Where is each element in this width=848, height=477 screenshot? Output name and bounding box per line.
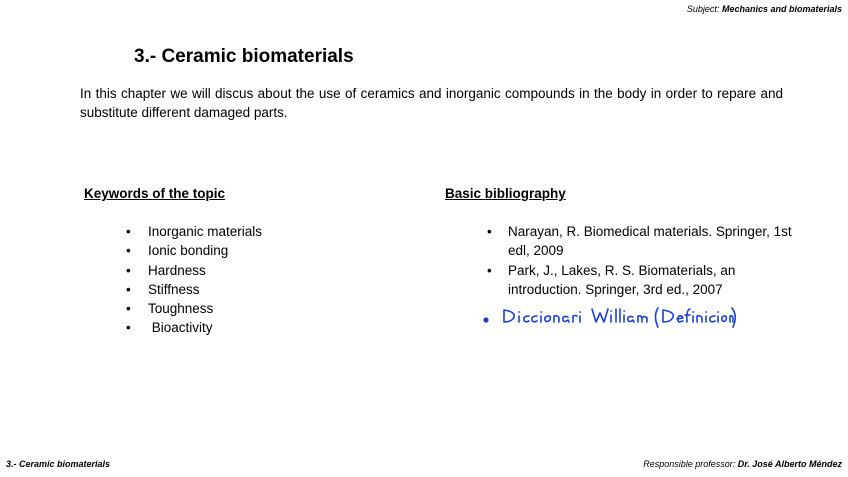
- subject-value: Mechanics and biomaterials: [721, 4, 842, 14]
- keyword-item: • Stiffness: [126, 280, 262, 299]
- bibliography-list: [487, 222, 797, 299]
- footer-professor: [643, 459, 842, 469]
- bibliography-heading: Basic bibliography: [445, 186, 566, 201]
- bibliography-item: • Park, J., Lakes, R. S. Biomaterials, an introduction. Springer, 3rd ed., 2007: [487, 261, 797, 300]
- intro-paragraph: In this chapter we will discus about the use of ceramics and inorganic compounds in the body in order to repare and substitute different damaged parts.: [80, 86, 783, 120]
- keywords-heading: Keywords of the topic: [84, 186, 226, 201]
- handwritten-note: [476, 300, 736, 334]
- keyword-item: • Ionic bonding: [126, 241, 262, 260]
- keyword-item: • Inorganic materials: [126, 222, 262, 241]
- keyword-item: • Bioactivity: [126, 318, 262, 337]
- bibliography-item: • Narayan, R. Biomedical materials. Springer, 1st edl, 2009: [487, 222, 797, 261]
- subject-header: [687, 4, 842, 14]
- keyword-item: • Toughness: [126, 299, 262, 318]
- footer-chapter: 3.- Ceramic biomaterials: [6, 459, 111, 469]
- footer-professor-label: Responsible professor:: [643, 459, 736, 469]
- footer-professor-name: Dr. José Alberto Méndez: [737, 459, 842, 469]
- page-title: 3.- Ceramic biomaterials: [134, 46, 354, 67]
- subject-label: Subject:: [686, 4, 720, 14]
- keyword-item: • Hardness: [126, 261, 262, 280]
- keywords-list: [126, 222, 262, 338]
